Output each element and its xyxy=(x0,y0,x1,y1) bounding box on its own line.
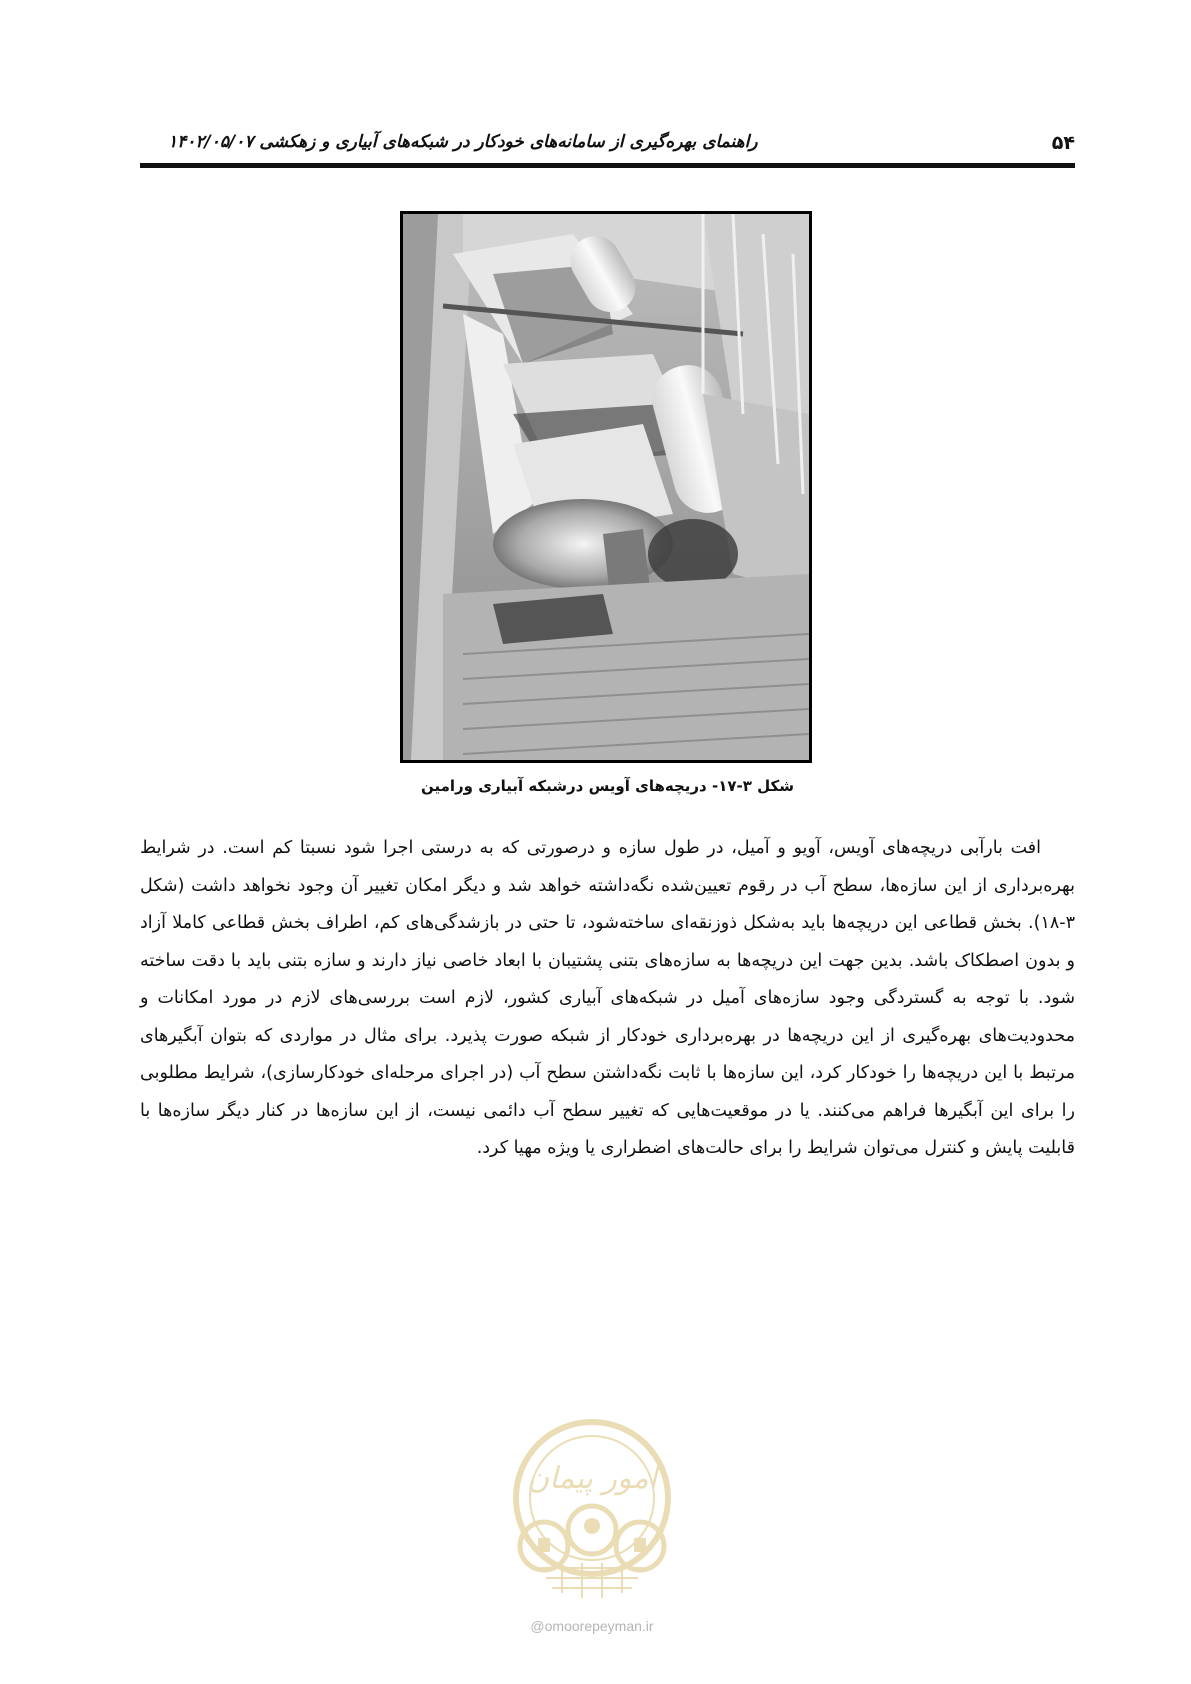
watermark-script: امور پیمان xyxy=(527,1461,657,1496)
figure-caption: شکل ۳-۱۷- دریچه‌های آویس درشبکه آبیاری ورامین xyxy=(420,777,795,795)
body-paragraph: افت بارآبی دریچه‌های آویس، آویو و آمیل، در طول سازه و درصورتی که به درستی اجرا شود نسبتا کم است. در شرایط بهره‌برداری از این سازه‌ها، سطح آب در رقوم تعیین‌شده نگه‌داشته خواهد شد و دیگر امکان تغییر آن وجود نخواهد داشت (شکل ۳-۱۸). بخش قطاعی این دریچه‌ها باید به‌شکل ذوزنقه‌ای ساخته‌شود، تا حتی در بازشدگی‌های کم، اطراف بخش قطاعی کاملا آزاد و بدون اصطکاک باشد. بدین جهت این دریچه‌ها به سازه‌های بتنی پشتیبان با ابعاد خاصی نیاز دارند و سازه بتنی باید با دقت ساخته شود. با توجه به گستردگی وجود سازه‌های آمیل در شبکه‌های آبیاری کشور، لازم است بررسی‌های لازم در مورد امکانات و محدودیت‌های بهره‌گیری از این دریچه‌ها در بهره‌برداری خودکار از شبکه صورت پذیرد. برای مثال در مواردی که بتوان آبگیرهای مرتبط با این دریچه‌ها را خودکار کرد، این سازه‌ها با ثابت نگه‌داشتن سطح آب (در اجرای مرحله‌ای خودکارسازی)، شرایط مطلوبی را برای این آبگیرها فراهم می‌کنند. یا در موقعیت‌هایی که تغییر سطح آب دائمی نیست، از این سازه‌ها در کنار دیگر سازه‌ها با قابلیت پایش و کنترل می‌توان شرایط را برای حالت‌های اضطراری یا ویژه مهیا کرد. xyxy=(140,838,1075,1158)
body-text xyxy=(140,830,1075,1168)
running-title xyxy=(140,132,758,152)
page-number: ۵۴ xyxy=(1051,132,1075,154)
watermark-website: @omoorepeyman.ir xyxy=(530,1618,654,1634)
header-date: ۱۴۰۲/۰۵/۰۷ xyxy=(168,132,254,152)
header-rule xyxy=(140,163,1075,168)
page-header xyxy=(140,128,1075,168)
watermark-logo xyxy=(502,1418,682,1608)
figure-photo-gates xyxy=(400,211,812,763)
running-title-text: راهنمای بهره‌گیری از سامانه‌های خودکار در شبکه‌های آبیاری و زهکشی xyxy=(259,132,758,152)
